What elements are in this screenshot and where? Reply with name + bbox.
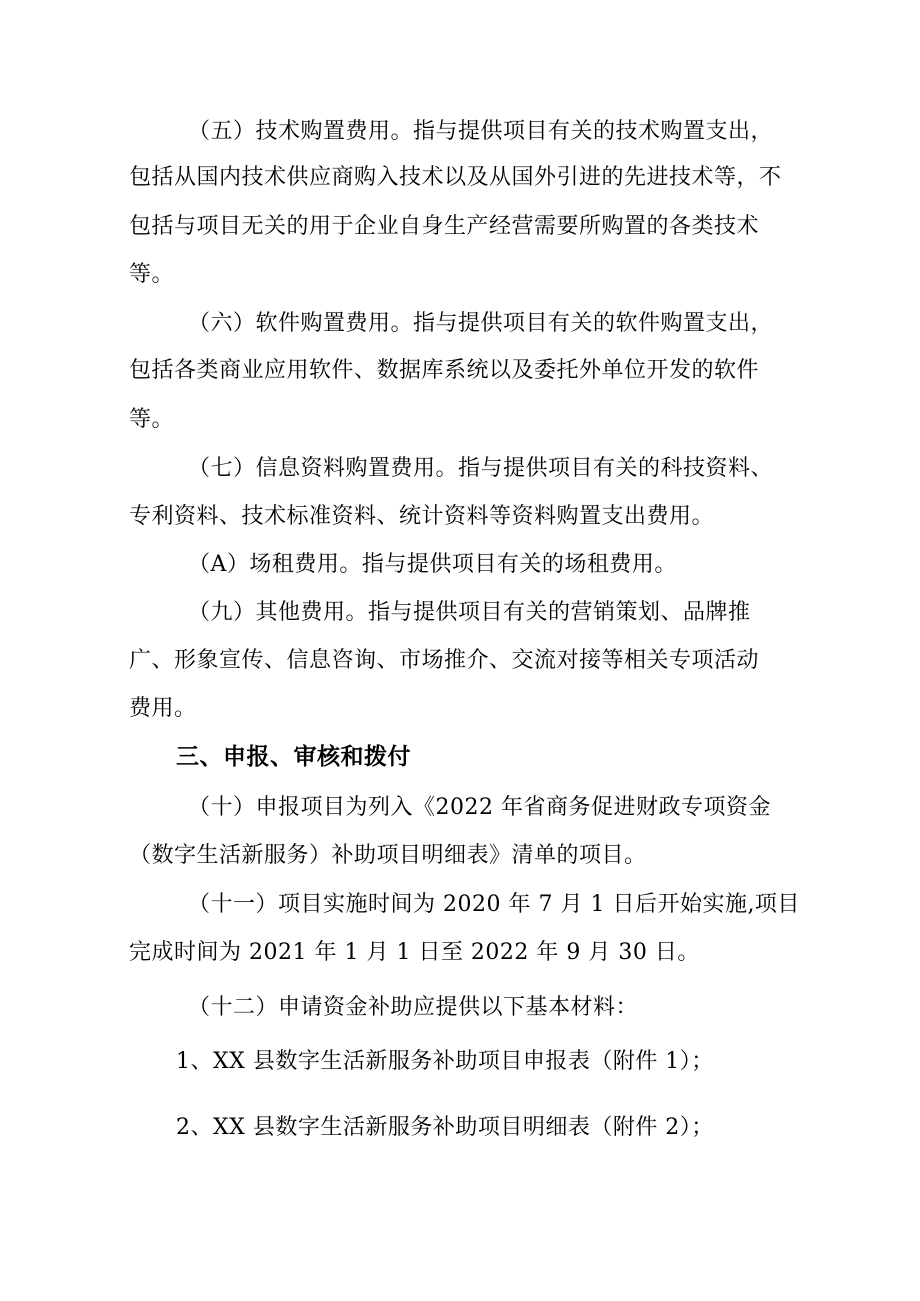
- paragraph-item-10-line-2: （数字生活新服务）补助项目明细表》清单的项目。: [129, 843, 647, 868]
- paragraph-item-10-line-1: （十）申报项目为列入《2022 年省商务促进财政专项资金: [188, 795, 771, 820]
- paragraph-item-5-line-4: 等。: [129, 262, 175, 287]
- paragraph-item-5-line-2: 包括从国内技术供应商购入技术以及从国外引进的先进技术等，不: [129, 165, 782, 190]
- paragraph-item-7-line-2: 专利资料、技术标准资料、统计资料等资料购置支出费用。: [129, 504, 715, 529]
- paragraph-item-5-line-1: （五）技术购置费用。指与提供项目有关的技术购置支出，: [188, 119, 774, 144]
- paragraph-item-12-line-1: （十二）申请资金补助应提供以下基本材料：: [188, 995, 639, 1020]
- paragraph-item-6-line-2: 包括各类商业应用软件、数据库系统以及委托外单位开发的软件: [129, 358, 760, 383]
- paragraph-item-6-line-3: 等。: [129, 407, 175, 432]
- paragraph-item-7-line-1: （七）信息资料购置费用。指与提供项目有关的科技资料、: [188, 456, 774, 481]
- material-item-1: 1、XX 县数字生活新服务补助项目申报表（附件 1）；: [176, 1049, 714, 1074]
- paragraph-item-6-line-1: （六）软件购置费用。指与提供项目有关的软件购置支出，: [188, 311, 774, 336]
- paragraph-item-11-line-2: 完成时间为 2021 年 1 月 1 日至 2022 年 9 月 30 日。: [129, 940, 700, 965]
- paragraph-item-9-line-3: 费用。: [129, 696, 197, 721]
- paragraph-item-8-line-1: （A）场租费用。指与提供项目有关的场租费用。: [188, 552, 677, 577]
- paragraph-item-11-line-1: （十一）项目实施时间为 2020 年 7 月 1 日后开始实施,项目: [188, 892, 800, 917]
- section-heading: 三、申报、审核和拨付: [176, 744, 411, 770]
- paragraph-item-9-line-1: （九）其他费用。指与提供项目有关的营销策划、品牌推: [188, 600, 751, 625]
- paragraph-item-5-line-3: 包括与项目无关的用于企业自身生产经营需要所购置的各类技术: [129, 214, 760, 239]
- paragraph-item-9-line-2: 广、形象宣传、信息咨询、市场推介、交流对接等相关专项活动: [129, 648, 760, 673]
- material-item-2: 2、XX 县数字生活新服务补助项目明细表（附件 2）；: [176, 1115, 714, 1140]
